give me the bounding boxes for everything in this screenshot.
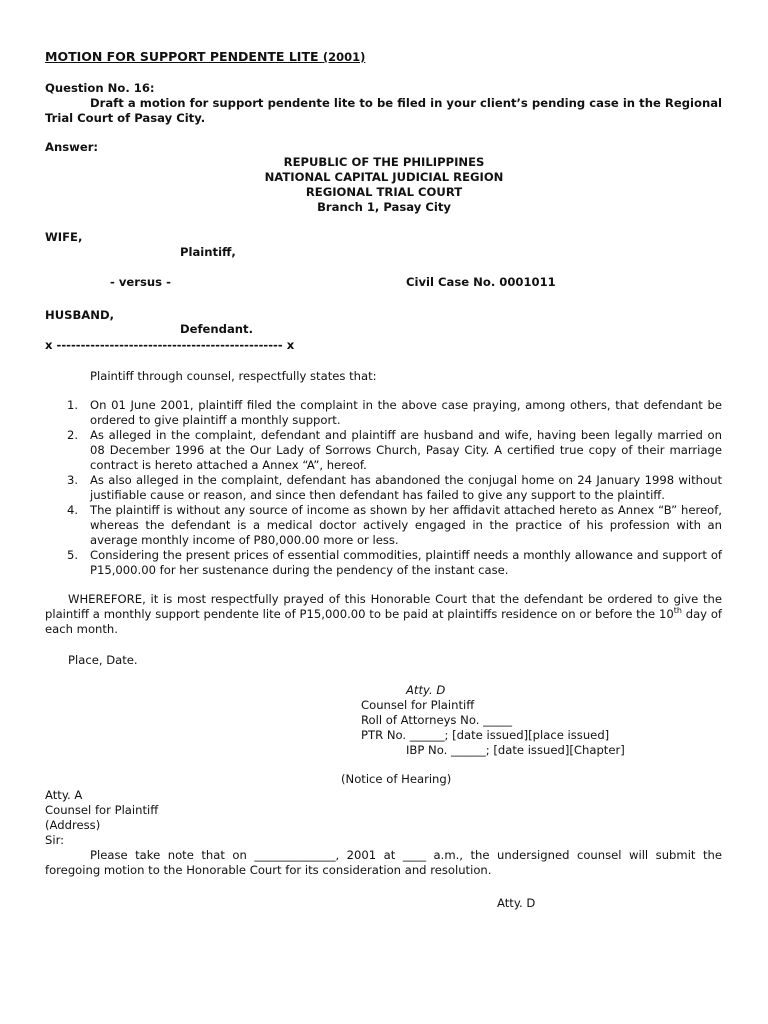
signatory-role: Counsel for Plaintiff	[361, 698, 475, 712]
prayer-text-end: day of each month.	[45, 607, 722, 636]
roll-of-attorneys: Roll of Attorneys No. _____	[361, 713, 513, 727]
allegation-item	[45, 398, 722, 428]
signatory-name: Atty. D	[406, 683, 446, 697]
salutation: Sir:	[45, 833, 65, 847]
court-line-3: REGIONAL TRIAL COURT	[305, 185, 463, 199]
place-date: Place, Date.	[68, 653, 138, 667]
plaintiff-name: WIFE,	[45, 230, 83, 244]
addressee-role: Counsel for Plaintiff	[45, 803, 159, 817]
court-line-1: REPUBLIC OF THE PHILIPPINES	[283, 155, 485, 169]
ptr-number: PTR No. ______; [date issued][place issued]	[361, 728, 610, 742]
title-year: (2001)	[322, 50, 366, 64]
court-line-4: Branch 1, Pasay City	[317, 200, 451, 214]
allegation-item	[45, 473, 722, 503]
defendant-role: Defendant.	[180, 322, 253, 336]
defendant-name: HUSBAND,	[45, 308, 115, 322]
allegation-text: The plaintiff is without any source of income as shown by her affidavit attached hereto as Annex “B” hereof, whereas the defendant is a medical doctor actively engaged in the practice of his profession with an average monthly income of P80,000.00 more or less.	[90, 503, 722, 547]
ibp-number: IBP No. ______; [date issued][Chapter]	[406, 743, 625, 757]
document-title	[45, 49, 365, 64]
allegation-text: As alleged in the complaint, defendant and plaintiff are husband and wife, having been legally married on 08 December 1996 at the Our Lady of Sorrows Church, Pasay City. A certified true copy of their marriage contract is hereto attached a Annex “A”, hereof.	[90, 428, 722, 472]
allegation-number: 3.	[67, 473, 79, 487]
versus-label: - versus -	[110, 275, 171, 289]
prayer-superscript: th	[673, 606, 682, 616]
title-text: MOTION FOR SUPPORT PENDENTE LITE	[45, 49, 319, 64]
notice-heading: (Notice of Hearing)	[341, 772, 452, 786]
question-text: Draft a motion for support pendente lite to be filed in your client’s pending case in the Regional Trial Court of Pasay City.	[45, 96, 722, 125]
allegation-number: 5.	[67, 548, 79, 562]
court-line-2: NATIONAL CAPITAL JUDICIAL REGION	[264, 170, 504, 184]
allegation-text: As also alleged in the complaint, defendant has abandoned the conjugal home on 24 January 1998 without justifiable cause or reason, and since then defendant has failed to give any support to the plaintiff.	[90, 473, 722, 502]
caption-separator: x ----------------------------------------------- x	[45, 338, 295, 352]
prayer-paragraph	[45, 592, 722, 637]
allegation-text: On 01 June 2001, plaintiff filed the complaint in the above case praying, among others, that defendant be ordered to give plaintiff a monthly support.	[90, 398, 722, 427]
question-label: Question No. 16:	[45, 81, 155, 95]
plaintiff-role: Plaintiff,	[180, 245, 236, 259]
allegations-list	[45, 398, 722, 578]
answer-label: Answer:	[45, 140, 99, 154]
allegation-number: 4.	[67, 503, 79, 517]
addressee-address: (Address)	[45, 818, 101, 832]
allegation-number: 1.	[67, 398, 79, 412]
allegation-item	[45, 548, 722, 578]
allegation-item	[45, 428, 722, 473]
allegation-text: Considering the present prices of essential commodities, plaintiff needs a monthly allowance and support of P15,000.00 for her sustenance during the pendency of the instant case.	[90, 548, 722, 577]
notice-body: Please take note that on ______________, 2001 at ____ a.m., the undersigned counsel will submit the foregoing motion to the Honorable Court for its consideration and resolution.	[45, 848, 722, 877]
allegation-item	[45, 503, 722, 548]
intro-text: Plaintiff through counsel, respectfully states that:	[90, 369, 377, 383]
prayer-text: WHEREFORE, it is most respectfully prayed of this Honorable Court that the defendant be ordered to give the plaintiff a monthly support pendente lite of P15,000.00 to be paid at plaintiffs residence on or before the 10	[45, 592, 722, 621]
addressee-name: Atty. A	[45, 788, 83, 802]
case-number: Civil Case No. 0001011	[406, 275, 556, 289]
allegation-number: 2.	[67, 428, 79, 442]
notice-signer: Atty. D	[497, 896, 536, 910]
